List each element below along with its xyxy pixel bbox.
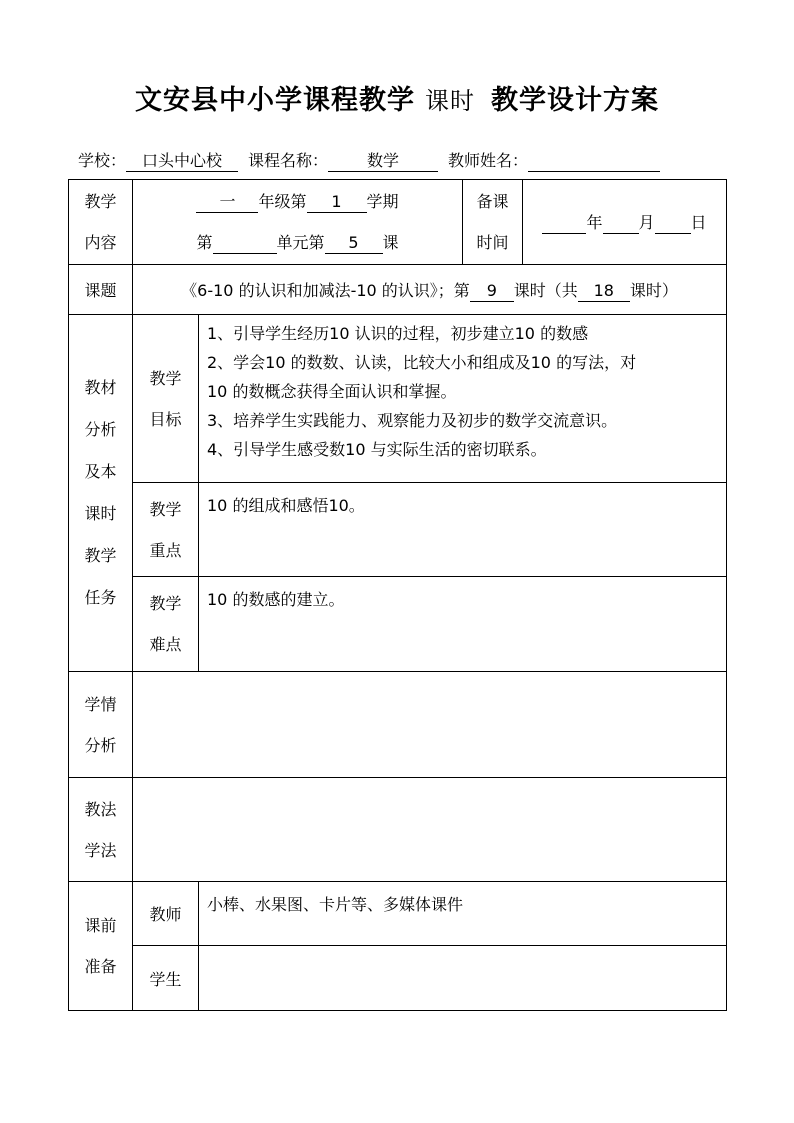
page-title	[0, 78, 794, 117]
goal-item: 2、学会10 的数数、认读，比较大小和组成及10 的写法，对	[207, 353, 637, 372]
goals-content	[199, 315, 727, 483]
period-label: 课时（共	[513, 280, 578, 300]
learning-content	[133, 672, 727, 778]
key-point-label: 教学 重点	[133, 483, 199, 577]
prep-student-content	[199, 946, 727, 1011]
prep-label: 课前 准备	[69, 882, 133, 1011]
prep-time-label: 备课 时间	[463, 180, 523, 265]
grade-value: 一	[196, 192, 258, 213]
unit-label: 单元第	[276, 233, 325, 252]
topic-label: 课题	[69, 265, 133, 315]
difficulty-label: 教学 难点	[133, 577, 199, 672]
prep-student-row	[69, 946, 727, 1011]
topic-cell	[133, 265, 727, 315]
total-label: 课时）	[629, 280, 678, 300]
method-row	[69, 778, 727, 882]
title-middle: 课时	[425, 87, 475, 115]
content-label: 教学 内容	[69, 180, 133, 265]
header-info	[78, 148, 718, 174]
goals-label: 教学 目标	[133, 315, 199, 483]
teacher-label: 教师姓名：	[448, 151, 529, 170]
goal-item: 3、培养学生实践能力、观察能力及初步的数学交流意识。	[207, 411, 618, 430]
method-content	[133, 778, 727, 882]
goal-item: 4、引导学生感受数10 与实际生活的密切联系。	[207, 440, 547, 459]
title-left: 文安县中小学课程教学	[135, 85, 415, 116]
analysis-label: 教材 分析 及本 课时 教学 任务	[69, 315, 133, 672]
course-value: 数学	[328, 151, 438, 172]
semester-value: 1	[307, 192, 367, 213]
difficulty-content: 10 的数感的建立。	[199, 577, 727, 672]
key-point-content: 10 的组成和感悟10。	[199, 483, 727, 577]
learning-label: 学情 分析	[69, 672, 133, 778]
date-cell	[523, 180, 727, 265]
school-value: 口头中心校	[126, 151, 238, 172]
method-label: 教法 学法	[69, 778, 133, 882]
grade-label: 年级第	[258, 192, 307, 211]
semester-label: 学期	[366, 192, 399, 211]
topic-text: 《6-10 的认识和加减法-10 的认识》；第	[181, 280, 470, 300]
goal-item: 10 的数概念获得全面认识和掌握。	[207, 382, 457, 401]
topic-row	[69, 265, 727, 315]
unit-value	[213, 233, 277, 254]
prep-teacher-content: 小棒、水果图、卡片等、多媒体课件	[199, 882, 727, 946]
content-row	[69, 180, 727, 265]
goals-row	[69, 315, 727, 483]
date-day: 日	[690, 213, 707, 232]
period-value: 9	[470, 281, 514, 302]
teacher-value	[528, 151, 660, 172]
lesson-label: 课	[382, 233, 399, 252]
key-point-row	[69, 483, 727, 577]
difficulty-row	[69, 577, 727, 672]
total-value: 18	[578, 281, 630, 302]
date-month: 月	[638, 213, 655, 232]
date-year: 年	[586, 213, 603, 232]
course-label: 课程名称：	[248, 151, 329, 170]
grade-unit-cell	[133, 180, 463, 265]
lesson-plan-table	[68, 179, 727, 1011]
learning-row	[69, 672, 727, 778]
prep-teacher-row	[69, 882, 727, 946]
school-label: 学校：	[78, 151, 127, 170]
unit-prefix: 第	[196, 233, 213, 252]
goal-item: 1、引导学生经历10 认识的过程，初步建立10 的数感	[207, 324, 589, 343]
prep-teacher-label: 教师	[133, 882, 199, 946]
lesson-value: 5	[325, 233, 383, 254]
prep-student-label: 学生	[133, 946, 199, 1011]
title-right: 教学设计方案	[491, 85, 659, 116]
